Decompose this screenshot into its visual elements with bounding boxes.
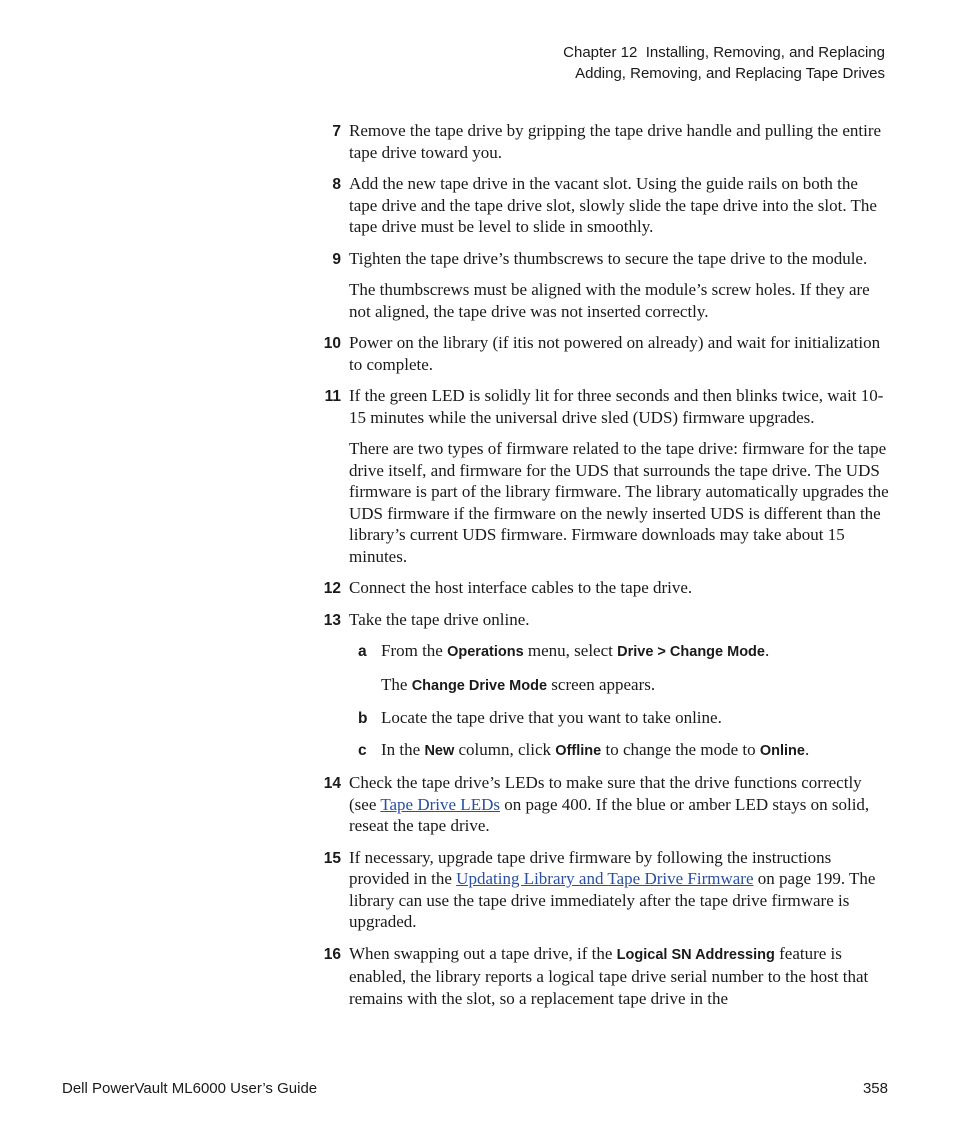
text-run: If necessary, upgrade tape drive firmware by following the instructions provided in the <box>349 847 832 888</box>
text-run: on page 400. If the blue or amber LED stays on solid, reseat the tape drive. <box>349 794 870 835</box>
step-number: 14 <box>323 775 341 792</box>
step-number: 13 <box>323 611 341 629</box>
screen-name: Change Drive Mode <box>411 677 548 694</box>
updating-firmware-link[interactable]: Updating Library and Tape Drive Firmware <box>456 869 754 888</box>
page-number: 358 <box>862 1080 888 1097</box>
feature-name: Logical SN Addressing <box>616 946 775 963</box>
substep-letter: c <box>358 741 367 759</box>
column-new: New <box>424 742 455 759</box>
text-run: screen appears. <box>547 674 656 694</box>
step-number: 11 <box>324 388 341 405</box>
step-note: The thumbscrews must be aligned with the module’s screw holes. If they are not aligned, the tape drive was not inserted correctly. <box>349 280 870 321</box>
step-8 <box>332 173 889 238</box>
text-run: feature is enabled, the library reports a logical tape drive serial number to the host that remains with the slot, so a replacement tape drive in the <box>349 943 869 1008</box>
step-number: 8 <box>332 176 341 193</box>
step-13 <box>323 609 889 763</box>
text-run: . <box>804 739 810 759</box>
menu-operations: Operations <box>447 644 524 660</box>
step-12 <box>323 577 889 599</box>
text-run: to change the mode to <box>601 739 760 759</box>
footer-title: Dell PowerVault ML6000 User’s Guide <box>62 1080 318 1097</box>
step-text: Tighten the tape drive’s thumbscrews to secure the tape drive to the module. <box>349 248 868 268</box>
step-text <box>349 943 889 1010</box>
step-text: Power on the library (if itis not powered on already) and wait for initialization to complete. <box>349 333 881 374</box>
step-number: 16 <box>323 945 341 963</box>
online-label: Online <box>759 742 805 759</box>
step-note: There are two types of firmware related to the tape drive: firmware for the tape drive itself, and firmware for the UDS that surrounds the tape drive. The UDS firmware is part of the library firmware. The library automatically upgrades the UDS firmware if the firmware on the newly inserted UDS is different than the library’s current UDS firmware. Firmware downloads may take about 15 minutes. <box>349 439 889 566</box>
step-text: If the green LED is solidly lit for three seconds and then blinks twice, wait 10-15 minutes while the universal drive sled (UDS) firmware upgrades. <box>349 386 884 427</box>
text-run: In the <box>381 739 425 759</box>
text-run: When swapping out a tape drive, if the <box>349 943 617 963</box>
section-title: Adding, Removing, and Replacing Tape Drives <box>575 65 885 82</box>
text-run: column, click <box>454 739 556 759</box>
text-run: . <box>764 641 770 660</box>
step-number: 10 <box>323 335 341 352</box>
offline-label: Offline <box>555 742 602 759</box>
substep-a <box>358 640 889 697</box>
tape-drive-leds-link[interactable]: Tape Drive LEDs <box>380 794 500 814</box>
step-text <box>349 847 889 933</box>
step-number: 15 <box>323 849 341 867</box>
step-16 <box>323 943 889 1010</box>
menu-path: Drive > Change Mode <box>617 644 765 660</box>
step-11 <box>324 385 889 567</box>
text-run: From the <box>381 641 448 660</box>
substep-letter: a <box>358 643 367 660</box>
substep-text <box>381 739 889 763</box>
running-header <box>563 42 885 84</box>
substep-b <box>358 707 889 729</box>
step-text <box>349 772 889 837</box>
text-run: The <box>381 674 412 694</box>
substep-note <box>381 674 889 698</box>
step-10 <box>323 332 889 375</box>
chapter-title: Chapter 12 Installing, Removing, and Replacing <box>563 44 885 61</box>
step-7 <box>332 120 889 163</box>
step-number: 9 <box>332 250 341 268</box>
procedure-steps <box>323 120 889 1019</box>
text-run: on page 199. The library can use the tape drive immediately after the tape drive firmware is upgraded. <box>349 869 876 931</box>
substep-c <box>358 739 889 763</box>
substep-letter: b <box>358 710 368 727</box>
step-15 <box>323 847 889 933</box>
step-text: Take the tape drive online. <box>349 609 530 629</box>
step-text: Connect the host interface cables to the tape drive. <box>349 578 693 597</box>
text-run: menu, select <box>523 641 618 660</box>
substep-text: Locate the tape drive that you want to take online. <box>381 708 722 727</box>
step-14 <box>323 772 889 837</box>
substep-text <box>381 640 889 664</box>
step-text: Add the new tape drive in the vacant slot. Using the guide rails on both the tape drive and the tape drive slot, slowly slide the tape drive into the slot. The tape drive must be level to slide in smoothly. <box>349 174 877 236</box>
step-text: Remove the tape drive by gripping the tape drive handle and pulling the entire tape drive toward you. <box>349 121 882 162</box>
step-number: 12 <box>323 580 341 597</box>
step-number: 7 <box>332 123 341 140</box>
step-9 <box>332 248 889 323</box>
text-run: Check the tape drive’s LEDs to make sure that the drive functions correctly (see <box>349 773 862 814</box>
